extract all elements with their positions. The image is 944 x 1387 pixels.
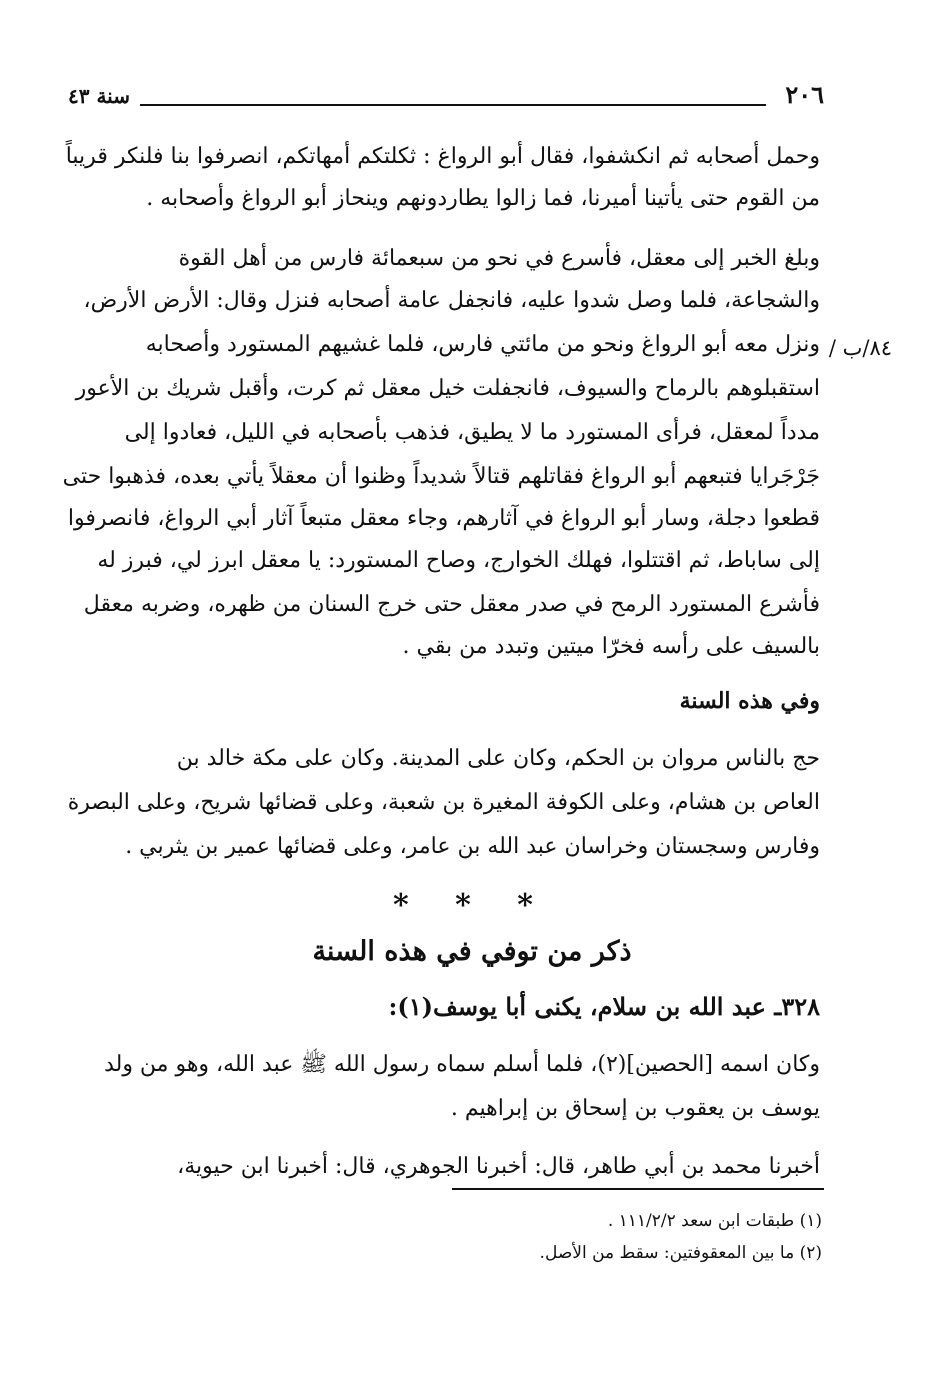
text-line: بالسيف على رأسه فخرّا ميتين وتبدد من بقي . [402, 634, 820, 659]
text-line: ونزل معه أبو الرواغ ونحو من مائتي فارس، فلما غشيهم المستورد وأصحابه [145, 332, 820, 357]
text-line: إلى ساباط، ثم اقتتلوا، فهلك الخوارج، وصاح المستورد: يا معقل ابرز لي، فبرز له [97, 548, 820, 573]
margin-note: ٨٤/ب / [828, 336, 892, 360]
text-line: وبلغ الخبر إلى معقل، فأسرع في نحو من سبعمائة فارس من أهل القوة [178, 246, 820, 271]
footnote: (١) طبقات ابن سعد ١١١/٢/٢ . [607, 1211, 822, 1231]
text-line: أخبرنا محمد بن أبي طاهر، قال: أخبرنا الجوهري، قال: أخبرنا ابن حيوية، [177, 1154, 820, 1179]
entry-title: ٣٢٨ـ عبد الله بن سلام، يكنى أبا يوسف(١): [388, 992, 820, 1021]
footnote-rule [452, 1188, 824, 1190]
footnote: (٢) ما بين المعقوفتين: سقط من الأصل. [539, 1243, 822, 1263]
page-number: ٢٠٦ [785, 80, 824, 109]
text-line: وفارس وسجستان وخراسان عبد الله بن عامر، وعلى قضائها عمير بن يثربي . [125, 834, 820, 859]
text-line: استقبلوهم بالرماح والسيوف، فانجفلت خيل معقل ثم كرت، وأقبل شريك بن الأعور [75, 376, 820, 401]
section-separator: * * * [393, 888, 551, 923]
text-line: قطعوا دجلة، وسار أبو الرواغ في آثارهم، وجاء معقل متبعاً آثار أبي الرواغ، فانصرفوا [67, 506, 820, 531]
text-line: جَرْجَرايا فتبعهم أبو الرواغ فقاتلهم قتالاً شديداً وظنوا أن معقلاً يأتي بعده، فذهبوا حتى [62, 464, 820, 489]
text-line: من القوم حتى يأتينا أميرنا، فما زالوا يطاردونهم وينحاز أبو الرواغ وأصحابه . [146, 186, 820, 211]
text-line: والشجاعة، فلما وصل شدوا عليه، فانجفل عامة أصحابه فنزل وقال: الأرض الأرض، [83, 288, 820, 313]
text-line: فأشرع المستورد الرمح في صدر معقل حتى خرج السنان من ظهره، وضربه معقل [83, 592, 820, 617]
text-line: العاص بن هشام، وعلى الكوفة المغيرة بن شعبة، وعلى قضائها شريح، وعلى البصرة [67, 790, 820, 815]
text-line: يوسف بن يعقوب بن إسحاق بن إبراهيم . [450, 1096, 820, 1121]
subheading: وفي هذه السنة [679, 688, 820, 714]
running-head-year: سنة ٤٣ [68, 84, 130, 108]
text-line: حج بالناس مروان بن الحكم، وكان على المدينة. وكان على مكة خالد بن [176, 746, 820, 771]
text-line: وكان اسمه [الحصين](٢)، فلما أسلم سماه رسول الله ﷺ عبد الله، وهو من ولد [104, 1052, 820, 1077]
text-line: مدداً لمعقل، فرأى المستورد ما لا يطيق، فذهب بأصحابه في الليل، فعادوا إلى [124, 420, 820, 445]
section-title: ذكر من توفي في هذه السنة [312, 936, 632, 967]
text-line: وحمل أصحابه ثم انكشفوا، فقال أبو الرواغ : ثكلتكم أمهاتكم، انصرفوا بنا فلنكر قريباً [65, 144, 820, 169]
header-rule [140, 104, 766, 106]
